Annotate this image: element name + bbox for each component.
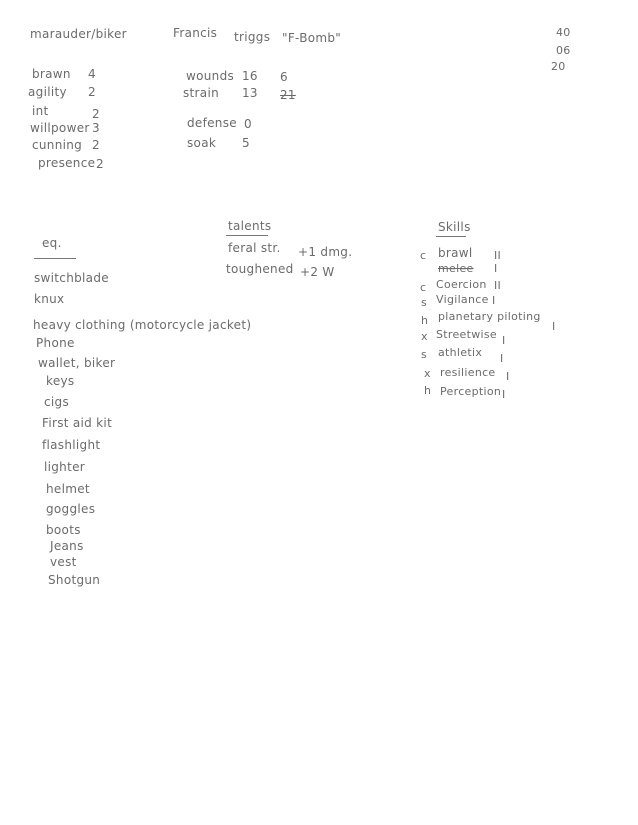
- skill-type: h: [421, 314, 429, 327]
- equipment-item: vest: [50, 555, 77, 569]
- skill-rank: I: [500, 352, 504, 365]
- corner-number: 06: [556, 44, 571, 57]
- skills-underline: [436, 236, 466, 237]
- defense-label: defense: [187, 116, 237, 130]
- corner-number: 20: [551, 60, 566, 73]
- corner-number: 40: [556, 26, 571, 39]
- characteristic-value: 2: [96, 157, 104, 171]
- equipment-heading: eq.: [42, 236, 62, 250]
- skill-rank: I: [502, 388, 506, 401]
- defense-value: 0: [244, 117, 252, 131]
- equipment-item: flashlight: [42, 438, 101, 452]
- skill-rank: I: [552, 320, 556, 333]
- talents-heading: talents: [228, 219, 272, 233]
- equipment-item: knux: [34, 292, 65, 306]
- skill-type: s: [421, 348, 428, 361]
- skill-rank: I: [492, 294, 496, 307]
- skill-rank: I: [494, 262, 498, 275]
- characteristic-name: presence: [38, 156, 96, 170]
- skills-heading: Skills: [438, 220, 471, 234]
- talent-effect: +2 W: [300, 265, 335, 279]
- character-role: marauder/biker: [30, 27, 127, 41]
- soak-value: 5: [242, 136, 250, 150]
- equipment-item: switchblade: [34, 271, 109, 285]
- equipment-item: cigs: [44, 395, 70, 409]
- skill-name: brawl: [438, 246, 473, 260]
- characteristic-name: int: [32, 104, 49, 118]
- equipment-item: boots: [46, 523, 81, 537]
- characteristic-name: brawn: [32, 67, 71, 81]
- character-last-name: triggs: [234, 30, 271, 44]
- equipment-item: lighter: [44, 460, 86, 474]
- wounds-label: wounds: [186, 69, 235, 83]
- skill-type: c: [420, 249, 427, 262]
- characteristic-value: 2: [88, 85, 96, 99]
- equipment-item: Jeans: [50, 539, 84, 553]
- equipment-item: helmet: [46, 482, 90, 496]
- skill-name: planetary piloting: [438, 310, 541, 323]
- wounds-extra: 6: [280, 70, 288, 84]
- skill-name: Coercion: [436, 278, 487, 291]
- talents-underline: [226, 235, 268, 236]
- skill-name: resilience: [440, 366, 496, 379]
- skill-type: x: [424, 367, 431, 380]
- characteristic-value: 4: [88, 67, 96, 81]
- skill-type: h: [424, 384, 432, 397]
- skill-name: Perception: [440, 385, 502, 398]
- character-first-name: Francis: [173, 26, 218, 40]
- skill-name: Streetwise: [436, 328, 497, 341]
- equipment-item: goggles: [46, 502, 96, 516]
- characteristic-value: 2: [92, 138, 100, 152]
- strain-label: strain: [183, 86, 219, 100]
- skill-type: c: [420, 281, 427, 294]
- wounds-value: 16: [242, 69, 258, 83]
- skill-type: x: [421, 330, 428, 343]
- skill-name: athletix: [438, 346, 483, 359]
- characteristic-name: willpower: [30, 121, 90, 135]
- equipment-item: keys: [46, 374, 75, 388]
- equipment-item: heavy clothing (motorcycle jacket): [33, 318, 252, 332]
- equipment-item: First aid kit: [42, 416, 113, 430]
- equipment-item: Shotgun: [48, 573, 101, 587]
- skill-rank: II: [494, 279, 502, 292]
- equipment-underline: [34, 258, 76, 259]
- talent-name: feral str.: [228, 241, 281, 255]
- strain-value: 13: [242, 86, 258, 100]
- talent-effect: +1 dmg.: [298, 245, 353, 259]
- skill-name: Vigilance: [436, 293, 489, 306]
- strain-extra: 21: [280, 88, 296, 102]
- talent-name: toughened: [226, 262, 294, 276]
- soak-label: soak: [187, 136, 217, 150]
- equipment-item: Phone: [36, 336, 75, 350]
- character-nickname: "F-Bomb": [282, 31, 342, 45]
- skill-rank: I: [506, 370, 510, 383]
- equipment-item: wallet, biker: [38, 356, 116, 370]
- characteristic-value: 3: [92, 121, 100, 135]
- characteristic-name: agility: [28, 85, 67, 99]
- characteristic-value: 2: [92, 107, 100, 121]
- skill-name: melee: [438, 262, 474, 275]
- skill-rank: I: [502, 334, 506, 347]
- skill-type: s: [421, 296, 428, 309]
- skill-rank: II: [494, 249, 502, 262]
- characteristic-name: cunning: [32, 138, 83, 152]
